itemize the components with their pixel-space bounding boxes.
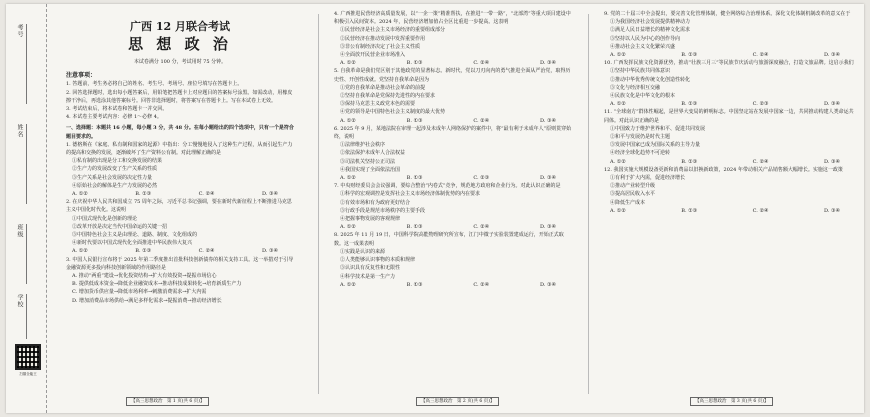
answer-choices [334,223,572,231]
question-option: ③认识具有反复性和无限性 [340,265,401,272]
qr-code [15,344,41,370]
notice-item: 2. 回答选择题时，选出每小题答案后，用铅笔把答题卡上对应题目的答案标号涂黑。如需改动，用橡皮擦干净后，再选涂其他答案标号。回答非选择题时，将答案写在答题卡上。写在本试卷上无效。 [66,89,293,104]
question-list [66,141,294,305]
answer-choice: B. ①③ [406,117,423,124]
question-option: ③提高居民收入水平 [610,191,656,198]
page-footer: 【高三思想政治 第 1 页(共 6 页)】 [126,397,209,406]
question-option: ①为我国经济社会发展提供精神动力 [610,19,691,26]
question-block [66,256,294,305]
question-option: ①党的自我革命是推动社会革命的前提 [340,84,426,91]
section-heading: 一、选择题：本题共 16 小题，每小题 3 分，共 48 分。在每小题给出的四个选项中，只有一个是符合题目要求的。 [66,125,294,140]
question-option: ②依法保护未成年人合法权益 [340,150,406,157]
page-footer: 【高三思想政治 第 3 页(共 6 页)】 [690,397,773,406]
question-option: ②改革开放是决定当代中国命运的关键一招 [72,223,168,230]
answer-choices [334,117,572,125]
question-option: ①中国式现代化是创新的理论 [72,215,138,222]
answer-choice: C. ②④ [752,52,769,59]
answer-choice: C. ②④ [198,248,215,255]
answer-choice: A. ①② [610,207,626,214]
question-option: ④把握事物发展的客观规律 [340,216,401,223]
notice-item: 4. 本试卷主要考试内容：必修 1～必修 4。 [66,114,162,121]
question-stem: 10. 广西发挥民族文化资源优势，推动“壮族三月三”等民族节庆活动与旅游深度融合，打造文旅品牌。这启示我们 [604,60,854,67]
question-stem: 4. 广西推进民营经济高质量发展，以“一企一策”精准帮扶，在推进“一带一路”，“北部湾”等重大项目建设中积极引入民间资本。2024 年，民营经济增加值占全区比重进一步提高。这表明 [334,11,571,26]
question-option: ③司法机关坚持公正司法 [340,158,396,165]
question-block [334,182,572,231]
question-option: ③中国特色社会主义是由理论、道路、制度、文化组成的 [72,232,198,239]
question-stem: 1. 德格斯在《家庭、私有制和国家的起源》中指出：分工慢慢地侵入了这种生产过程，从而引起生产力的提高和交换的发展，逐渐破坏了生产资料公有制。对此理解正确的是 [66,141,293,157]
question-option: ②和平与发展仍是时代主题 [610,134,671,141]
question-option: ②民营经济在推动发展中发挥重要作用 [340,35,426,42]
question-option: ①民营经济是社会主义市场经济的重要组成部分 [340,27,446,34]
answer-choice: D. ③④ [823,52,840,59]
question-option: ①中国致力于维护世界和平、促进共同发展 [610,125,706,132]
answer-choices [604,158,856,166]
question-option: A. 推动“两重”建设→优化投资结构→扩大有效投资→提振市场信心 [72,273,217,280]
margin-line [26,24,27,104]
answer-choice: D. ③④ [540,224,556,231]
answer-choice: D. ③④ [540,117,556,124]
exam-meta: 本试卷满分 100 分，考试用时 75 分钟。 [133,59,227,65]
answer-choices [66,190,294,198]
question-block [334,10,572,67]
margin-line [26,224,27,284]
question-option: C. 增加货币供应量→降低市场利率→刺激消费需求→扩大内需 [72,289,207,296]
question-list [604,10,856,215]
answer-choice: D. ③④ [261,191,278,198]
answer-choice: C. ②④ [198,191,215,198]
answer-choice: B. ①③ [406,281,423,288]
answer-choice: C. ②④ [473,60,490,67]
question-option: ③坚持以人民为中心的创作导向 [610,35,681,42]
question-option: ①坚持中华民族共同体意识 [610,68,671,75]
answer-choice: A. ①② [340,60,356,67]
question-option: ②推动中华优秀传统文化创造性转化 [610,76,691,83]
answer-choice: D. ③④ [540,175,556,182]
notice-list [66,80,294,121]
question-block [604,166,856,215]
answer-choices [334,281,572,289]
answer-choice: D. ③④ [823,101,840,108]
question-block [334,231,572,288]
question-stem: 5. 自我革命是我们党区别于其他政党的显著标志。新时代，党以刀刃向内的勇气推进全面从严治党，取得历史性、开创性成就。党坚持自我革命是因为 [334,68,571,83]
question-stem: 12. 我国实施大规模设备更新和消费品以旧换新政策，2024 年带动相关产品销售额大幅增长。实施这一政策 [604,166,843,173]
answer-choice: D. ③④ [540,281,556,288]
column-divider [588,14,589,394]
answer-choice: D. ③④ [823,158,840,165]
question-option: ②人类能够认识事物的本质和规律 [340,257,416,264]
answer-choice: C. ②④ [752,207,769,214]
question-option: ①法律维护社会秩序 [340,142,386,149]
question-option: ③保持马克思主义政党本色的需要 [340,101,416,108]
notice-heading: 注意事项： [66,72,97,80]
answer-choice: A. ①② [340,175,356,182]
question-stem: 2. 在庆祝中华人民共和国成立 75 周年之际，习近平总书记强调，要在新时代新征程上不断推进马克思主义中国化时代化。这说明 [66,199,292,214]
subject-title: 思 想 政 治 [128,35,232,53]
question-stem: 9. 党的二十届三中全会提出，要完善文化管理体制，健全网络综合治理体系。深化文化体制机制改革的意义在于 [604,11,851,17]
question-option: ②生产力的发展改变了生产关系的性质 [72,166,158,173]
question-stem: 7. 中央财经委员会会议强调，要综合整治“内卷式”竞争，规范地方政府和企业行为。对此认识正确的是 [334,183,561,190]
answer-choice: B. ①③ [135,248,152,255]
answer-choices [334,174,572,182]
answer-choice: A. ①② [72,248,88,255]
exam-title: 广西 12 月联合考试 [130,20,230,33]
answer-choice: B. ①③ [406,60,423,67]
question-option: ②推动产业转型升级 [610,183,656,190]
answer-choices [604,100,856,108]
margin-label-exam-no: 考号 [16,24,23,38]
question-block [604,10,856,59]
question-stem: 8. 2025 年 11 月 19 日，中国科学院高能物理研究所宣布，江门中微子实验装置建成运行，开始正式取数。这一成果表明 [334,232,564,247]
question-block [604,59,856,108]
question-list [334,10,572,289]
notice-item: 3. 考试结束后，将本试卷和答题卡一并交回。 [66,106,168,113]
answer-choice: C. ②③ [752,101,769,108]
page-footer: 【高三思想政治 第 2 页(共 6 页)】 [416,397,499,406]
question-option: ④推动社会主义文化繁荣兴盛 [610,43,676,50]
margin-label-name: 姓名 [16,124,23,138]
answer-choice: B. ①③ [681,158,698,165]
answer-choice: A. ①② [72,191,88,198]
question-option: ①实践是认识的来源 [340,248,386,255]
question-block [334,67,572,124]
question-option: B. 提供低成本资金→降低企业融资成本→推动科技成果转化→培育新质生产力 [72,281,242,288]
question-option: ④党的领导是中国特色社会主义制度的最大优势 [340,109,446,116]
answer-choice: B. ①③ [406,224,423,231]
question-option: ③发展中国家已成为国际关系的主导力量 [610,142,701,149]
answer-choice: A. ①② [610,52,626,59]
question-stem: 3. 中国人民银行宣布将于 2025 年第二季度推出首批科技创新债券的相关支持工具。这一举措对于引导金融资源更多投向科技创新领域的作用路径是 [66,256,294,271]
question-option: ④民族文化是中华文化的根本 [610,93,676,100]
margin-label-school: 学校 [16,294,23,308]
answer-choice: A. ①② [340,281,356,288]
question-option: ④全面放开民营企业市场准入 [340,52,406,59]
answer-choice: C. ②④ [473,117,490,124]
answer-choice: C. ②③ [473,175,490,182]
question-block [334,125,572,182]
answer-choices [604,207,856,215]
answer-choice: C. ②④ [473,281,490,288]
answer-choice: A. ①② [340,117,356,124]
question-stem: 11. “全球南方”群体性崛起，是世界大变局的鲜明标志。中国坚定站在发展中国家一边，共同推动构建人类命运共同体。对此认识正确的是 [604,109,854,124]
answer-choices [334,59,572,67]
margin-line [26,294,27,339]
question-option: ③行政手段是规范市场秩序的主要手段 [340,207,426,214]
answer-choice: B. ①③ [681,52,698,59]
question-option: ④我国实现了全面依法治国 [340,166,401,173]
answer-choices [604,51,856,59]
answer-choice: A. ①② [340,224,356,231]
page-2-column [334,10,572,394]
question-option: ②坚持自我革命是党保持先进性的内在要求 [340,93,436,100]
question-option: ②有效市场和有为政府更好结合 [340,199,411,206]
answer-choice: B. ①③ [681,207,698,214]
answer-choice: A. ①② [610,101,626,108]
answer-choice: B. ①③ [681,101,698,108]
page-3-column [604,10,856,394]
question-option: ④降低生产成本 [610,199,646,206]
binding-margin [6,4,47,413]
question-block [66,141,294,198]
question-option: ③非公有制经济决定了社会主义性质 [340,43,421,50]
answer-choice: C. ②④ [752,158,769,165]
answer-choice: D. ③④ [540,60,556,67]
answer-choice: D. ③④ [261,248,278,255]
question-option: ④原始社会的解体是生产力发展的必然 [72,182,158,189]
question-option: ③文化与经济相互交融 [610,84,661,91]
question-option: ④科学技术是第一生产力 [340,273,396,280]
question-stem: 6. 2025 年 9 月，某地法院在审理一起涉及未成年人网络保护的案件中，将“最有利于未成年人”原则贯穿始终，说明 [334,125,572,141]
answer-choice: B. ①③ [135,191,152,198]
page-1-column [66,10,294,394]
answer-choice: C. ②④ [473,224,490,231]
notice-item: 1. 答题前，考生务必将自己的姓名、考生号、考场号、座位号填写在答题卡上。 [66,81,243,88]
question-option: ①科学的宏观调控是发挥社会主义市场经济体制优势的内在要求 [340,191,481,198]
answer-choice: B. ①③ [406,175,423,182]
answer-choice: A. ①② [610,158,626,165]
answer-choice: D. ③④ [823,207,840,214]
question-option: ①有利于扩大内需，促进经济增长 [610,175,686,182]
question-option: ④新时代要以中国式现代化全面推进中华民族伟大复兴 [72,240,193,247]
question-block [66,198,294,255]
question-option: ③生产关系是社会发展的决定性力量 [72,174,153,181]
question-option: ②满足人民日益增长的精神文化需求 [610,27,691,34]
exam-sheet [6,4,864,413]
margin-label-class: 班级 [16,224,23,238]
question-block [604,108,856,165]
qr-caption: 扫描全能王 [19,372,37,376]
column-divider [318,14,319,394]
question-option: ①私有制的出现是分工和交换发展的结果 [72,158,163,165]
margin-line [26,124,27,204]
question-option: ④经济全球化趋势不可逆转 [610,150,671,157]
question-option: D. 增加消费品市场供给→满足多样化需求→提振消费→推动经济增长 [72,297,222,304]
answer-choices [66,247,294,255]
